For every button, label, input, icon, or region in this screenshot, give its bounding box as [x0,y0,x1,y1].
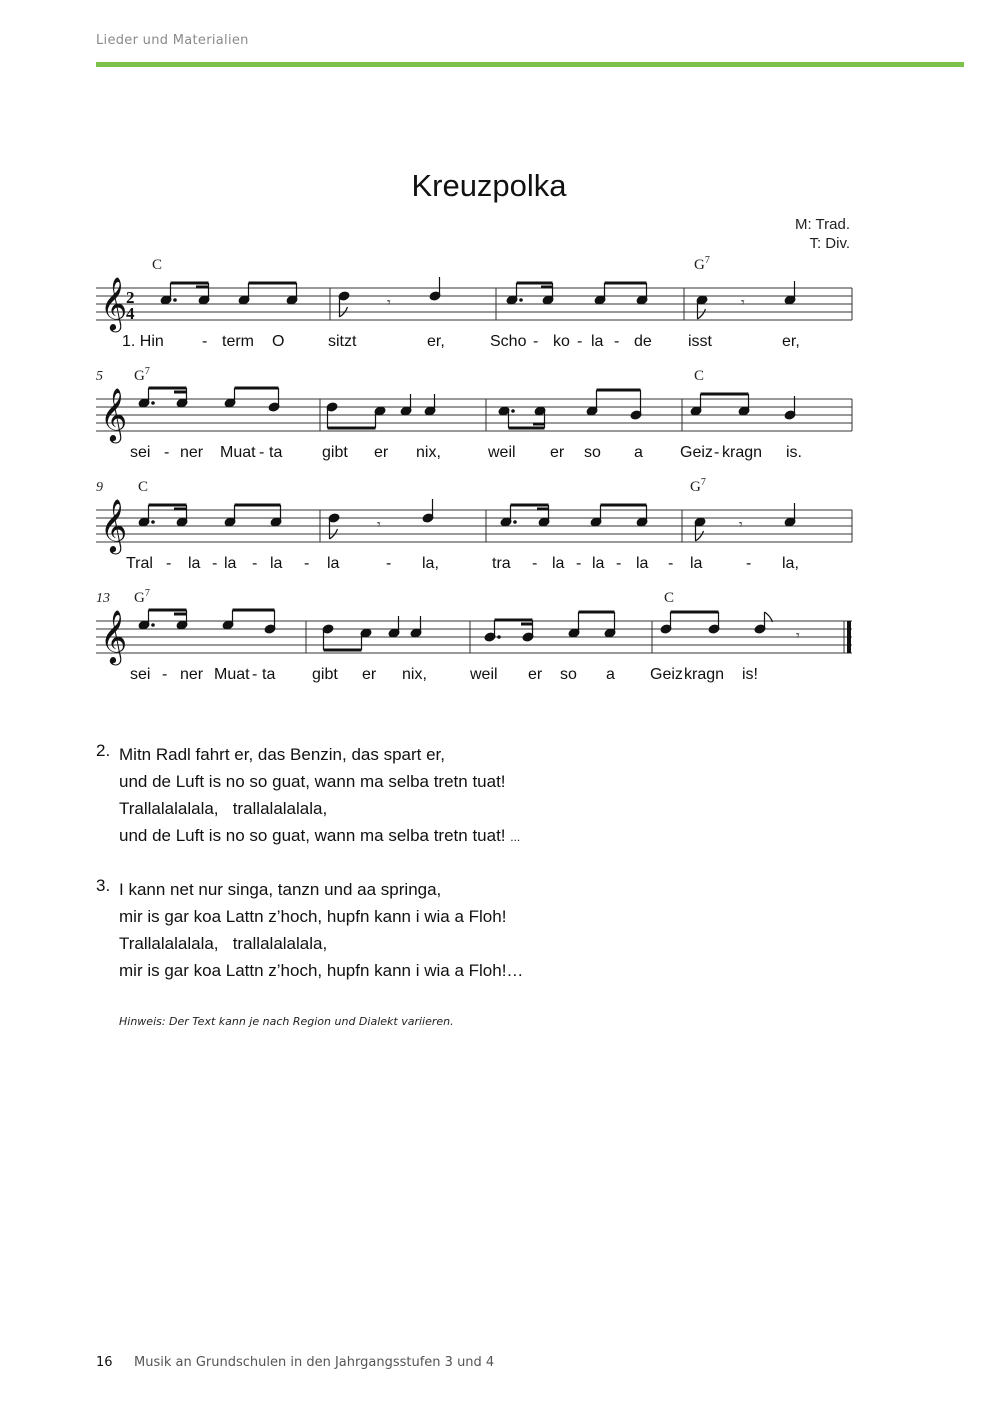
lyric-syllable: - [577,333,583,350]
notes [160,277,796,319]
lyric-syllable: kragn [684,666,725,683]
lyric-syllable: la [592,555,605,572]
notes [138,610,800,650]
lyric-syllable: - [304,555,310,572]
lyric-syllable: sei [130,444,151,461]
verse-line: Trallalalalala, trallalalalala, [119,934,328,953]
lyric-syllable: term [222,333,254,350]
lyric-syllable: - [714,444,720,461]
lyric-syllable: la [327,555,340,572]
chord: C [664,590,675,606]
lyric-syllable: so [560,666,577,683]
music-system-4 [96,588,856,698]
time-signature-top: 2 [126,288,135,307]
lyric-syllable: Tral [126,555,153,572]
credit-text: T: Div. [809,235,850,252]
svg-text:𝄾: 𝄾 [387,294,391,310]
lyric-syllable: Scho [490,333,527,350]
verse-line: mir is gar koa Lattn z’hoch, hupfn kann i wia a Floh!… [119,961,524,980]
song-credits [795,215,850,253]
verse-3 [96,876,523,984]
lyric-syllable: la [224,555,237,572]
lyric-syllable: la [270,555,283,572]
svg-text:𝄾: 𝄾 [741,294,745,310]
staff-svg-1 [96,255,856,365]
lyric-syllable: is! [742,666,758,683]
lyric-syllable: er, [427,333,445,350]
lyric-syllable: er [528,666,543,683]
lyric-syllable: ner [180,444,204,461]
treble-clef-icon: 𝄞 [100,276,128,330]
lyric-syllable: - [202,333,208,350]
credit-melody: M: Trad. [794,216,850,233]
lyric-syllable: nix, [402,666,427,683]
lyric-syllable: er [362,666,377,683]
header-rule [96,62,964,67]
treble-clef-icon: 𝄞 [100,498,128,552]
lyric-syllable: - [668,555,674,572]
lyric-syllable: la [552,555,565,572]
lyric-syllable: weil [470,666,498,683]
footer-title: Musik an Grundschulen in den Jahrgangsstufen 3 und 4 [134,1355,495,1370]
verse-ellipsis: ... [510,830,521,844]
lyric-syllable: - [532,555,538,572]
treble-clef-icon: 𝄞 [100,609,128,663]
lyric-syllable: isst [688,333,712,350]
verse-line-text: und de Luft is no so guat, wann ma selba tretn tuat! [119,826,506,845]
lyric-syllable: ko [553,333,570,350]
lyric-syllable: - [746,555,752,572]
lyric-syllable: Muat [220,444,256,461]
svg-text:𝄾: 𝄾 [796,627,800,643]
measure-number: 9 [96,480,103,495]
time-signature-bottom: 4 [126,304,135,323]
song-title: Kreuzpolka [411,168,567,203]
verses [96,741,523,1011]
chord: C [694,368,705,384]
verse-line: und de Luft is no so guat, wann ma selba tretn tuat! [119,772,506,791]
verse-number: 3. [96,876,111,895]
lyric-syllable: Geiz [650,666,683,683]
lyric-syllable: er [374,444,389,461]
lyric-syllable: - [576,555,582,572]
lyric-syllable: er [550,444,565,461]
chord: $G^7$ [694,255,710,273]
lyric-syllable: - [259,444,265,461]
verse-line: I kann net nur singa, tanzn und aa springa, [119,880,442,899]
lyric-syllable: - [386,555,392,572]
lyric-syllable: ner [180,666,204,683]
music-system-3 [96,477,856,587]
lyric-syllable: - [162,666,168,683]
lyric-syllable: 1. Hin [122,333,164,350]
lyric-syllable: er, [782,333,800,350]
verse-line: Mitn Radl fahrt er, das Benzin, das spart er, [119,745,445,764]
chord: C [138,479,149,495]
chord: C [152,257,163,273]
lyric-syllable: O [272,333,285,350]
lyric-syllable: gibt [312,666,338,683]
lyric-syllable: nix, [416,444,441,461]
lyric-syllable: - [616,555,622,572]
lyric-syllable: la [188,555,201,572]
lyric-syllable: a [634,444,643,461]
header-label: Lieder und Materialien [96,33,249,48]
lyric-syllable: la, [782,555,799,572]
verse-2 [96,741,523,849]
lyric-syllable: is. [786,444,802,461]
chord: $G^7$ [134,366,150,384]
lyric-syllable: de [634,333,652,350]
music-system-1 [96,255,856,365]
lyric-syllable: - [614,333,620,350]
lyric-syllable: sei [130,666,151,683]
lyric-syllable: gibt [322,444,348,461]
chord: $G^7$ [134,588,150,606]
lyric-syllable: sitzt [328,333,357,350]
lyric-syllable: ta [269,444,283,461]
lyric-syllable: Muat [214,666,250,683]
final-barline [847,621,851,653]
staff-svg-3 [96,477,856,587]
notes [138,388,796,428]
lyric-syllable: la [591,333,604,350]
lyric-syllable: - [212,555,218,572]
measure-number: 13 [96,591,110,606]
lyric-syllable: la, [422,555,439,572]
lyric-syllable: la [636,555,649,572]
verse-line: mir is gar koa Lattn z’hoch, hupfn kann i wia a Floh! [119,907,507,926]
lyric-syllable: - [166,555,172,572]
notes [138,499,796,541]
page-number: 16 [96,1355,113,1370]
verse-line-last [96,822,523,849]
measure-number: 5 [96,369,103,384]
staff-svg-2 [96,366,856,476]
chord: $G^7$ [690,477,706,495]
staff-svg-4 [96,588,856,698]
lyric-syllable: weil [488,444,516,461]
dialect-hint: Hinweis: Der Text kann je nach Region und Dialekt variieren. [119,1015,454,1028]
lyric-syllable: kragn [722,444,763,461]
music-system-2 [96,366,856,476]
verse-line: Trallalalalala, trallalalalala, [119,799,328,818]
verse-number: 2. [96,741,111,760]
svg-text:𝄾: 𝄾 [739,516,743,532]
lyric-syllable: a [606,666,615,683]
lyric-syllable: Geiz [680,444,713,461]
lyric-syllable: so [584,444,601,461]
lyric-syllable: - [252,666,258,683]
lyric-syllable: la [690,555,703,572]
treble-clef-icon: 𝄞 [100,387,128,441]
lyric-syllable: ta [262,666,276,683]
lyric-syllable: - [533,333,539,350]
svg-text:𝄾: 𝄾 [377,516,381,532]
lyric-syllable: tra [492,555,511,572]
lyric-syllable: - [252,555,258,572]
lyric-syllable: - [164,444,170,461]
